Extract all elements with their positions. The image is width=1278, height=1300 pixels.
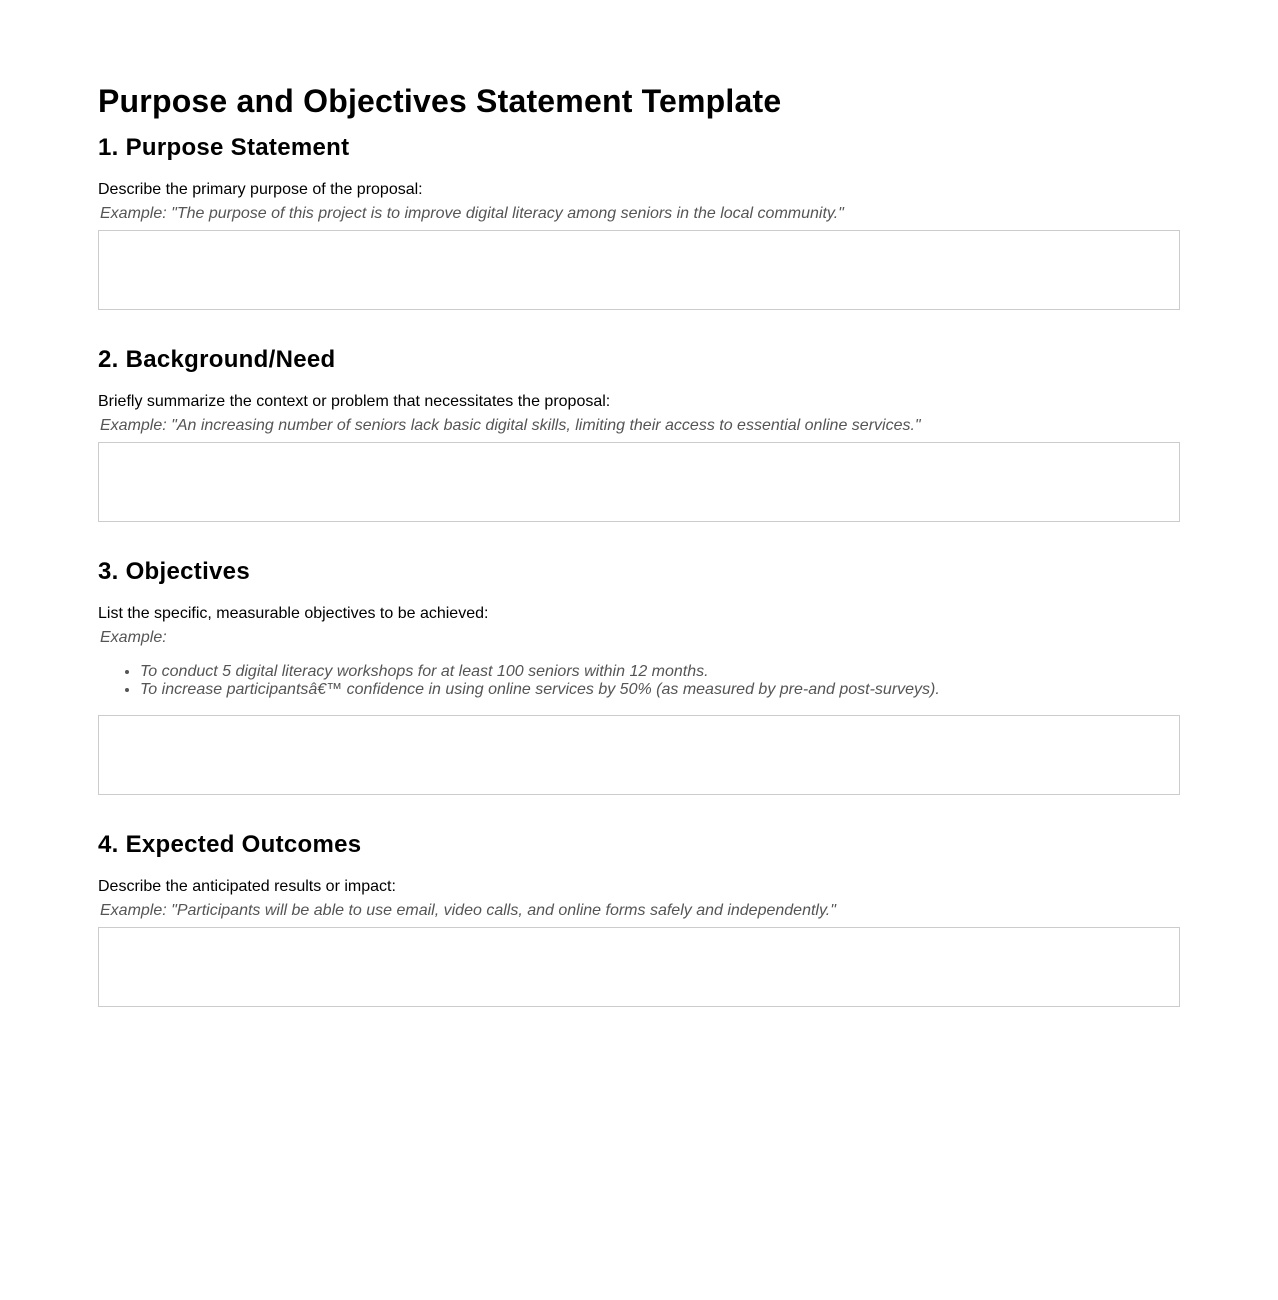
section-prompt: Briefly summarize the context or problem that necessitates the proposal: — [98, 393, 611, 410]
page-title: Purpose and Objectives Statement Template — [98, 83, 782, 119]
section-heading: 4. Expected Outcomes — [98, 831, 362, 858]
background-need-input[interactable] — [98, 442, 1180, 522]
section-heading: 2. Background/Need — [98, 346, 336, 373]
section-example: Example: "The purpose of this project is to improve digital literacy among seniors in the local community." — [100, 205, 844, 222]
list-item: • To conduct 5 digital literacy workshops for at least 100 seniors within 12 months. — [140, 663, 1180, 681]
section-heading: 3. Objectives — [98, 558, 250, 585]
expected-outcomes-input[interactable] — [98, 927, 1180, 1007]
section-example: Example: "An increasing number of seniors lack basic digital skills, limiting their access to essential online services." — [100, 417, 921, 434]
section-purpose-statement — [98, 133, 1180, 310]
example-objectives-list — [98, 663, 1180, 699]
purpose-statement-input[interactable] — [98, 230, 1180, 310]
section-example: Example: "Participants will be able to use email, video calls, and online forms safely and independently." — [100, 902, 836, 919]
section-prompt: Describe the anticipated results or impact: — [98, 878, 396, 895]
section-prompt: List the specific, measurable objectives to be achieved: — [98, 605, 489, 622]
section-prompt: Describe the primary purpose of the proposal: — [98, 181, 423, 198]
section-heading: 1. Purpose Statement — [98, 134, 350, 161]
list-item: • To increase participantsâ€™ confidence in using online services by 50% (as measured by pre-and post-surveys). — [140, 681, 1180, 699]
section-expected-outcomes — [98, 830, 1180, 1007]
objectives-input[interactable] — [98, 715, 1180, 795]
section-example: Example: — [100, 629, 167, 646]
section-background-need — [98, 345, 1180, 522]
section-objectives — [98, 557, 1180, 795]
